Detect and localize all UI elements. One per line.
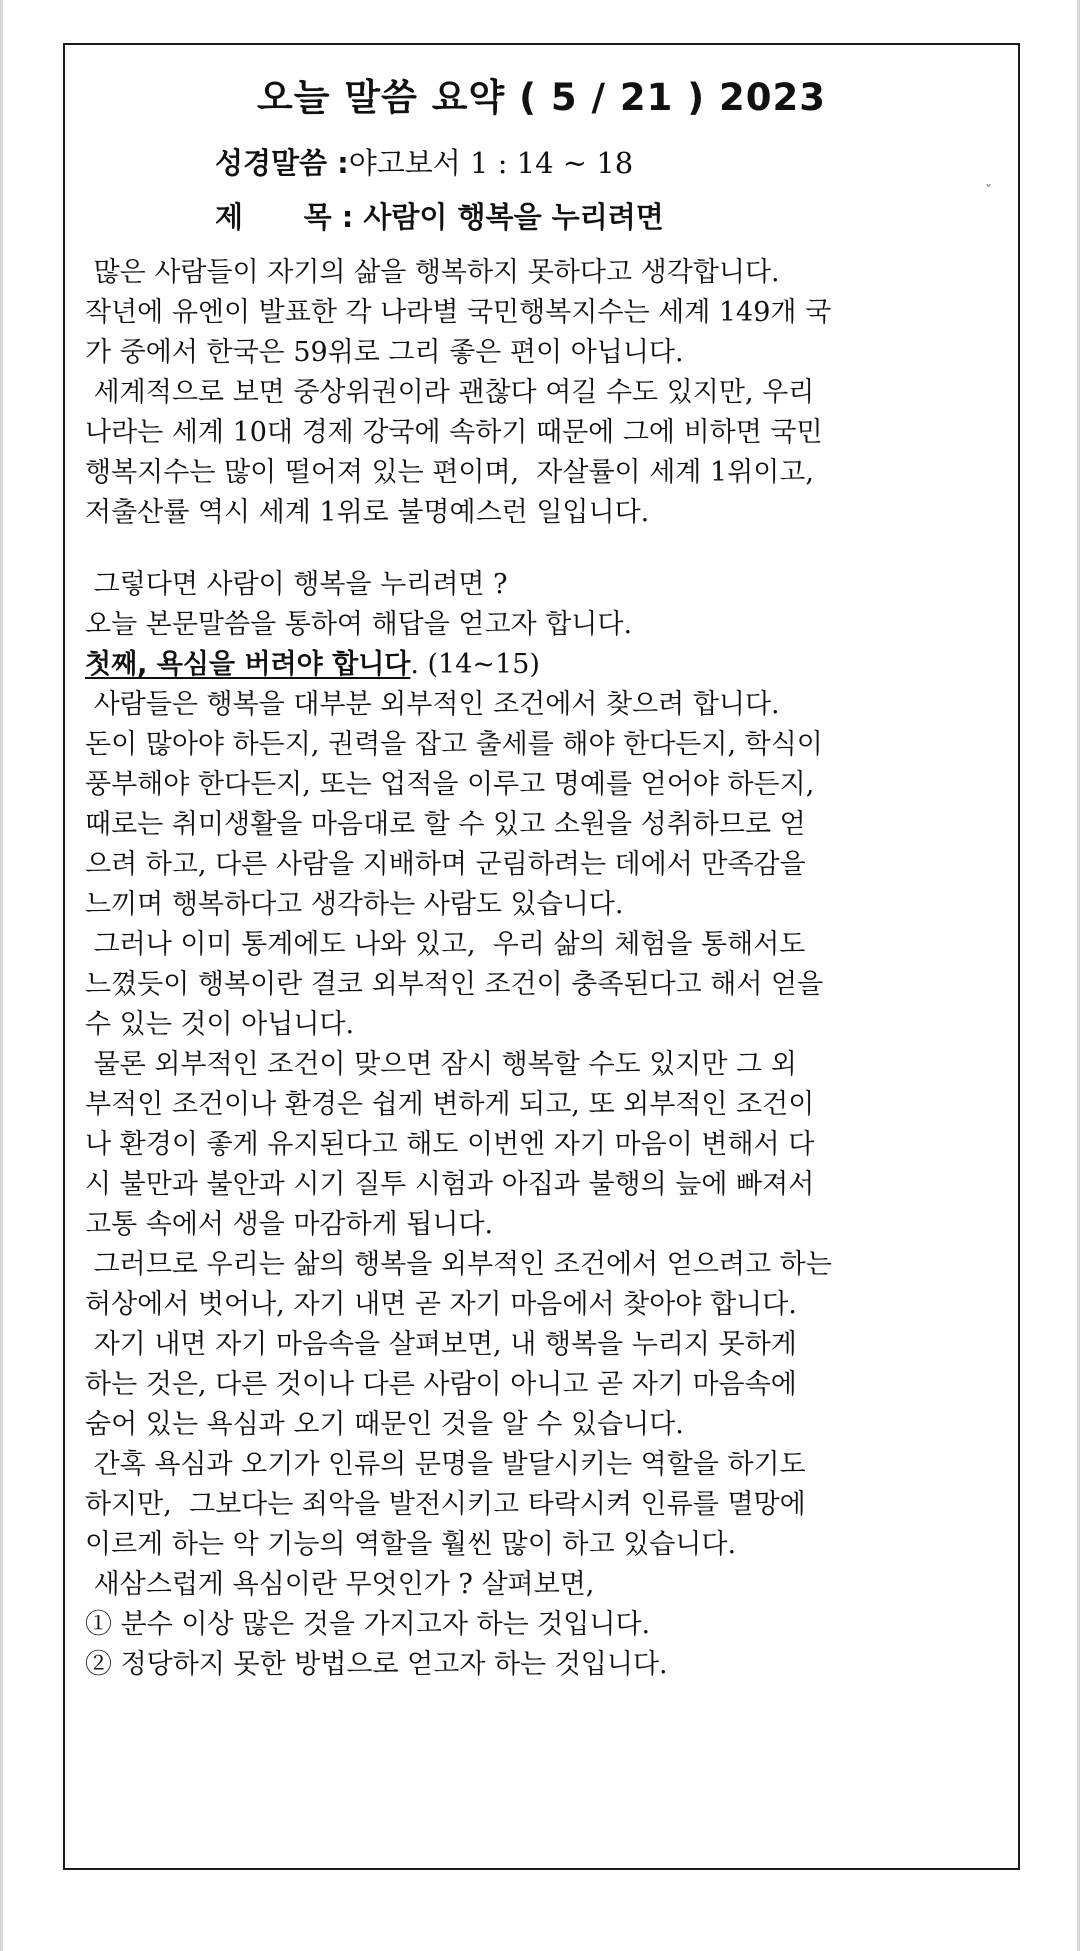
body-line: 가 중에서 한국은 59위로 그리 좋은 편이 아닙니다. xyxy=(85,337,684,368)
body-line: 많은 사람들이 자기의 삶을 행복하지 못하다고 생각합니다. xyxy=(85,257,780,288)
body-line: 숨어 있는 욕심과 오기 때문인 것을 알 수 있습니다. xyxy=(85,1409,684,1440)
body-line: 자기 내면 자기 마음속을 살펴보면, 내 행복을 누리지 못하게 xyxy=(85,1329,797,1360)
scripture-label: 성경말씀 : xyxy=(215,146,349,180)
body-line: 사람들은 행복을 대부분 외부적인 조건에서 찾으려 합니다. xyxy=(85,689,780,720)
body-line: 나 환경이 좋게 유지된다고 해도 이번엔 자기 마음이 변해서 다 xyxy=(85,1129,815,1160)
body-line: 작년에 유엔이 발표한 각 나라별 국민행복지수는 세계 149개 국 xyxy=(85,297,832,328)
body-line: 오늘 본문말씀을 통하여 해답을 얻고자 합니다. xyxy=(85,609,633,640)
sermon-subject xyxy=(215,195,664,236)
body-line: 그렇다면 사람이 행복을 누리려면 ? xyxy=(85,569,508,600)
subject-value: 사람이 행복을 누리려면 xyxy=(363,200,664,234)
point-heading: 첫째, 욕심을 버려야 합니다 xyxy=(85,649,411,680)
body-line: 물론 외부적인 조건이 맞으면 잠시 행복할 수도 있지만 그 외 xyxy=(85,1049,797,1080)
body-line: 하는 것은, 다른 것이나 다른 사람이 아니고 곧 자기 마음속에 xyxy=(85,1369,797,1400)
numbered-item: ② 정당하지 못한 방법으로 얻고자 하는 것입니다. xyxy=(85,1649,668,1680)
sermon-body xyxy=(85,253,1005,1685)
body-line: 하지만, 그보다는 죄악을 발전시키고 타락시켜 인류를 멸망에 xyxy=(85,1489,806,1520)
body-line: 풍부해야 한다든지, 또는 업적을 이루고 명예를 얻어야 하든지, xyxy=(85,769,815,800)
body-line: 이르게 하는 악 기능의 역할을 훨씬 많이 하고 있습니다. xyxy=(85,1529,737,1560)
body-line: 세계적으로 보면 중상위권이라 괜찮다 여길 수도 있지만, 우리 xyxy=(85,377,815,408)
point-reference: . (14~15) xyxy=(410,649,540,680)
scripture-value: 야고보서 1 : 14 ~ 18 xyxy=(348,146,634,180)
body-line: 부적인 조건이나 환경은 쉽게 변하게 되고, 또 외부적인 조건이 xyxy=(85,1089,815,1120)
body-line: 그러나 이미 통계에도 나와 있고, 우리 삶의 체험을 통해서도 xyxy=(85,929,806,960)
body-line: 으려 하고, 다른 사람을 지배하며 군림하려는 데에서 만족감을 xyxy=(85,849,806,880)
body-line: 때로는 취미생활을 마음대로 할 수 있고 소원을 성취하므로 얻 xyxy=(85,809,806,840)
body-line: 저출산률 역시 세계 1위로 불명예스런 일입니다. xyxy=(85,497,650,528)
body-line: 느끼며 행복하다고 생각하는 사람도 있습니다. xyxy=(85,889,624,920)
subject-label: 제 목 : xyxy=(215,200,364,234)
body-line: 그러므로 우리는 삶의 행복을 외부적인 조건에서 얻으려고 하는 xyxy=(85,1249,832,1280)
body-line: 수 있는 것이 아닙니다. xyxy=(85,1009,355,1040)
scan-speck: ˇ xyxy=(985,183,992,199)
body-line: 느꼈듯이 행복이란 결코 외부적인 조건이 충족된다고 해서 얻을 xyxy=(85,969,824,1000)
body-line: 새삼스럽게 욕심이란 무엇인가 ? 살펴보면, xyxy=(85,1569,595,1600)
scripture-reference xyxy=(215,141,633,182)
body-line: 시 불만과 불안과 시기 질투 시험과 아집과 불행의 늪에 빠져서 xyxy=(85,1169,815,1200)
body-line: 나라는 세계 10대 경제 강국에 속하기 때문에 그에 비하면 국민 xyxy=(85,417,823,448)
document-title: 오늘 말씀 요약 ( 5 / 21 ) 2023 xyxy=(256,76,827,119)
body-line: 돈이 많아야 하든지, 권력을 잡고 출세를 해야 한다든지, 학식이 xyxy=(85,729,823,760)
body-line: 간혹 욕심과 오기가 인류의 문명을 발달시키는 역할을 하기도 xyxy=(85,1449,806,1480)
body-line: 허상에서 벗어나, 자기 내면 곧 자기 마음에서 찾아야 합니다. xyxy=(85,1289,797,1320)
sermon-summary-document xyxy=(63,43,1020,1870)
scan-edge-left xyxy=(0,0,3,1951)
numbered-item: ① 분수 이상 많은 것을 가지고자 하는 것입니다. xyxy=(85,1609,651,1640)
paragraph-gap xyxy=(85,533,1005,565)
body-line: 행복지수는 많이 떨어져 있는 편이며, 자살률이 세계 1위이고, xyxy=(85,457,814,488)
point-heading-line xyxy=(85,645,1005,685)
body-line: 고통 속에서 생을 마감하게 됩니다. xyxy=(85,1209,494,1240)
